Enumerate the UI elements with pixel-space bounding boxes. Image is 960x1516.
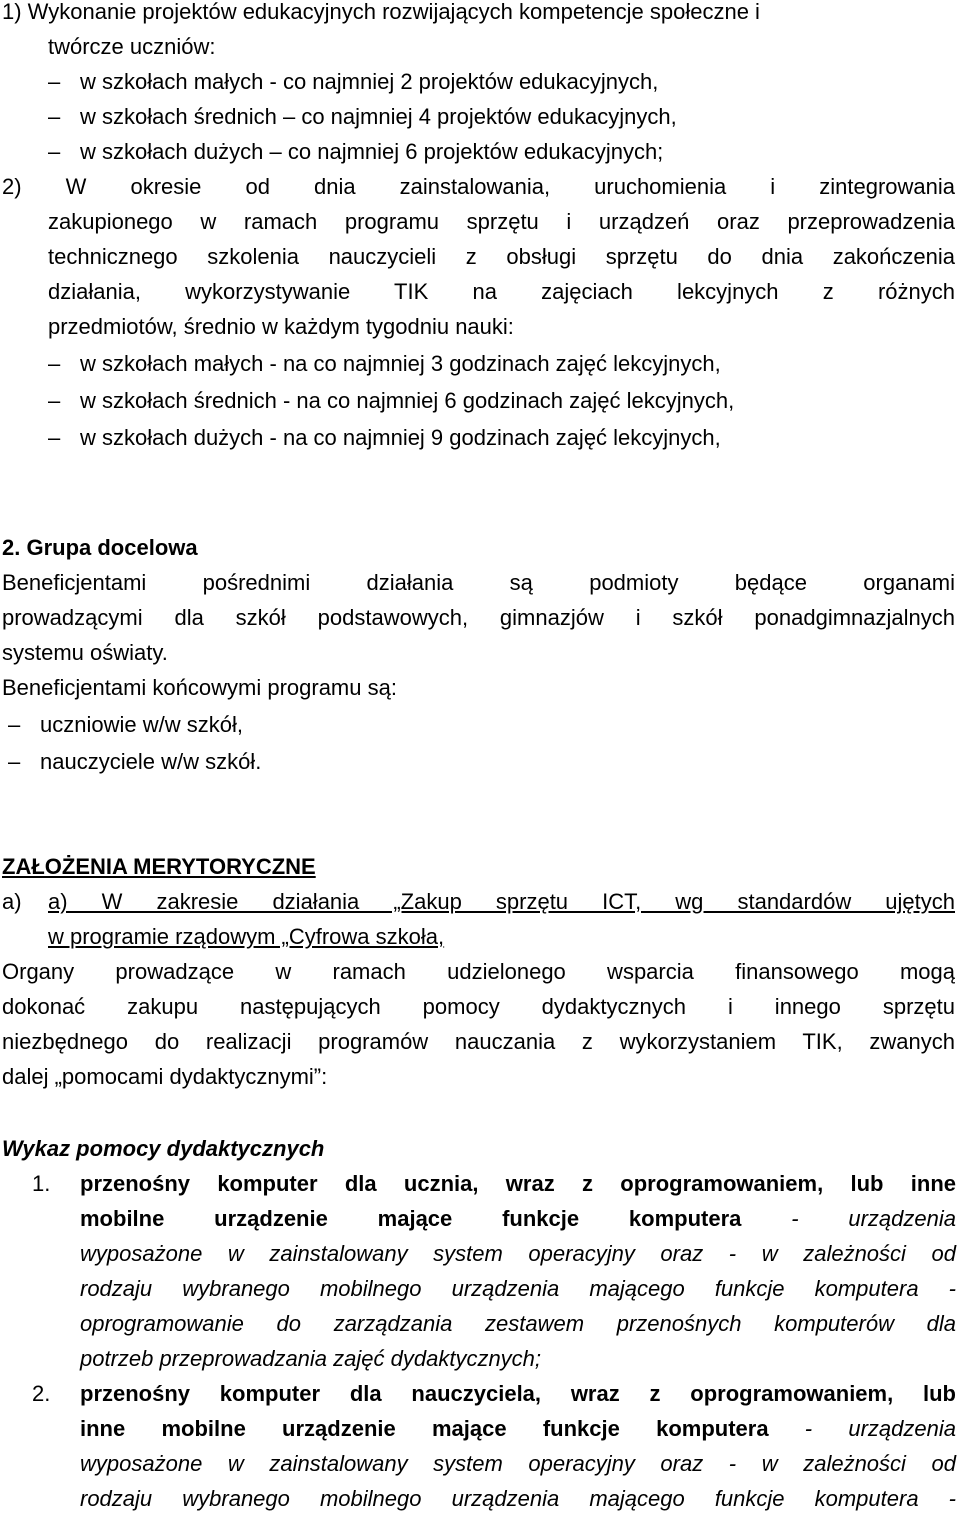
list-item-2-line-3: wyposażone w zainstalowany system operacyjny oraz - w zależności od bbox=[80, 1451, 956, 1476]
list-item-1-line-5: oprogramowanie do zarządzania zestawem przenośnych komputerów dla bbox=[80, 1311, 956, 1336]
dash-bullet: – bbox=[48, 388, 61, 413]
list-item: w szkołach dużych - na co najmniej 9 godzinach zajęć lekcyjnych, bbox=[80, 425, 721, 450]
paragraph-line: prowadzącymi dla szkół podstawowych, gimnazjów i szkół ponadgimnazjalnych bbox=[2, 605, 955, 630]
list-item-1-line-2 bbox=[80, 1201, 956, 1236]
list-item-2-line-2 bbox=[80, 1411, 956, 1446]
dash-bullet: – bbox=[8, 712, 21, 737]
dash-bullet: – bbox=[8, 749, 21, 774]
paragraph-line: Beneficjentami pośrednimi działania są podmioty będące organami bbox=[2, 570, 955, 595]
list-item-italic: - urządzenia bbox=[768, 1416, 956, 1441]
list-item: uczniowie w/w szkół, bbox=[40, 712, 243, 737]
dash-bullet: – bbox=[48, 104, 61, 129]
dash-bullet: – bbox=[48, 69, 61, 94]
item-a-line-2: w programie rządowym „Cyfrowa szkoła, bbox=[48, 924, 445, 949]
list-item-1-line-4: rodzaju wybranego mobilnego urządzenia mającego funkcje komputera - bbox=[80, 1276, 956, 1301]
list-item-2-line-4: rodzaju wybranego mobilnego urządzenia mającego funkcje komputera - bbox=[80, 1486, 956, 1511]
list-item-2-line-1: przenośny komputer dla nauczyciela, wraz z oprogramowaniem, lub bbox=[80, 1381, 956, 1406]
list-item-1-line-1: przenośny komputer dla ucznia, wraz z oprogramowaniem, lub inne bbox=[80, 1171, 956, 1196]
list-item: w szkołach małych - na co najmniej 3 godzinach zajęć lekcyjnych, bbox=[80, 351, 721, 376]
paragraph-line: dalej „pomocami dydaktycznymi”: bbox=[2, 1064, 328, 1089]
paragraph-line: systemu oświaty. bbox=[2, 640, 168, 665]
item-1-line-1: 1) Wykonanie projektów edukacyjnych rozwijających kompetencje społeczne i bbox=[2, 0, 760, 24]
paragraph-line: Beneficjentami końcowymi programu są: bbox=[2, 675, 397, 700]
section-heading-zalozenia: ZAŁOŻENIA MERYTORYCZNE bbox=[2, 854, 316, 879]
list-item: w szkołach małych - co najmniej 2 projektów edukacyjnych, bbox=[80, 69, 659, 94]
paragraph-line: dokonać zakupu następujących pomocy dydaktycznych i innego sprzętu bbox=[2, 994, 955, 1019]
list-item-bold: inne mobilne urządzenie mające funkcje komputera bbox=[80, 1416, 769, 1441]
list-number: 2. bbox=[32, 1381, 51, 1406]
list-item-bold: mobilne urządzenie mające funkcje komputera bbox=[80, 1206, 742, 1231]
paragraph-line: Organy prowadzące w ramach udzielonego wsparcia finansowego mogą bbox=[2, 959, 955, 984]
list-item: w szkołach średnich - na co najmniej 6 godzinach zajęć lekcyjnych, bbox=[80, 388, 735, 413]
item-a-prefix: a) bbox=[2, 889, 22, 914]
list-number: 1. bbox=[32, 1171, 51, 1196]
item-2-line-1: 2) W okresie od dnia zainstalowania, uruchomienia i zintegrowania bbox=[2, 174, 955, 199]
list-item: w szkołach dużych – co najmniej 6 projektów edukacyjnych; bbox=[80, 139, 664, 164]
list-item-italic: - urządzenia bbox=[741, 1206, 956, 1231]
list-item-1-line-3: wyposażone w zainstalowany system operacyjny oraz - w zależności od bbox=[80, 1241, 956, 1266]
item-a-line-1: a) W zakresie działania „Zakup sprzętu ICT, wg standardów ujętych bbox=[48, 889, 955, 914]
section-heading-grupa: 2. Grupa docelowa bbox=[2, 535, 198, 560]
item-2-line-4: działania, wykorzystywanie TIK na zajęciach lekcyjnych z różnych bbox=[48, 279, 955, 304]
dash-bullet: – bbox=[48, 351, 61, 376]
dash-bullet: – bbox=[48, 139, 61, 164]
item-2-line-3: technicznego szkolenia nauczycieli z obsługi sprzętu do dnia zakończenia bbox=[48, 244, 955, 269]
list-item: nauczyciele w/w szkół. bbox=[40, 749, 262, 774]
item-2-line-5: przedmiotów, średnio w każdym tygodniu nauki: bbox=[48, 314, 514, 339]
list-item-1-line-6: potrzeb przeprowadzania zajęć dydaktycznych; bbox=[80, 1346, 542, 1371]
paragraph-line: niezbędnego do realizacji programów nauczania z wykorzystaniem TIK, zwanych bbox=[2, 1029, 955, 1054]
item-2-line-2: zakupionego w ramach programu sprzętu i urządzeń oraz przeprowadzenia bbox=[48, 209, 955, 234]
item-1-line-2: twórcze uczniów: bbox=[48, 34, 216, 59]
list-item: w szkołach średnich – co najmniej 4 projektów edukacyjnych, bbox=[80, 104, 677, 129]
dash-bullet: – bbox=[48, 425, 61, 450]
section-heading-wykaz: Wykaz pomocy dydaktycznych bbox=[2, 1136, 325, 1161]
